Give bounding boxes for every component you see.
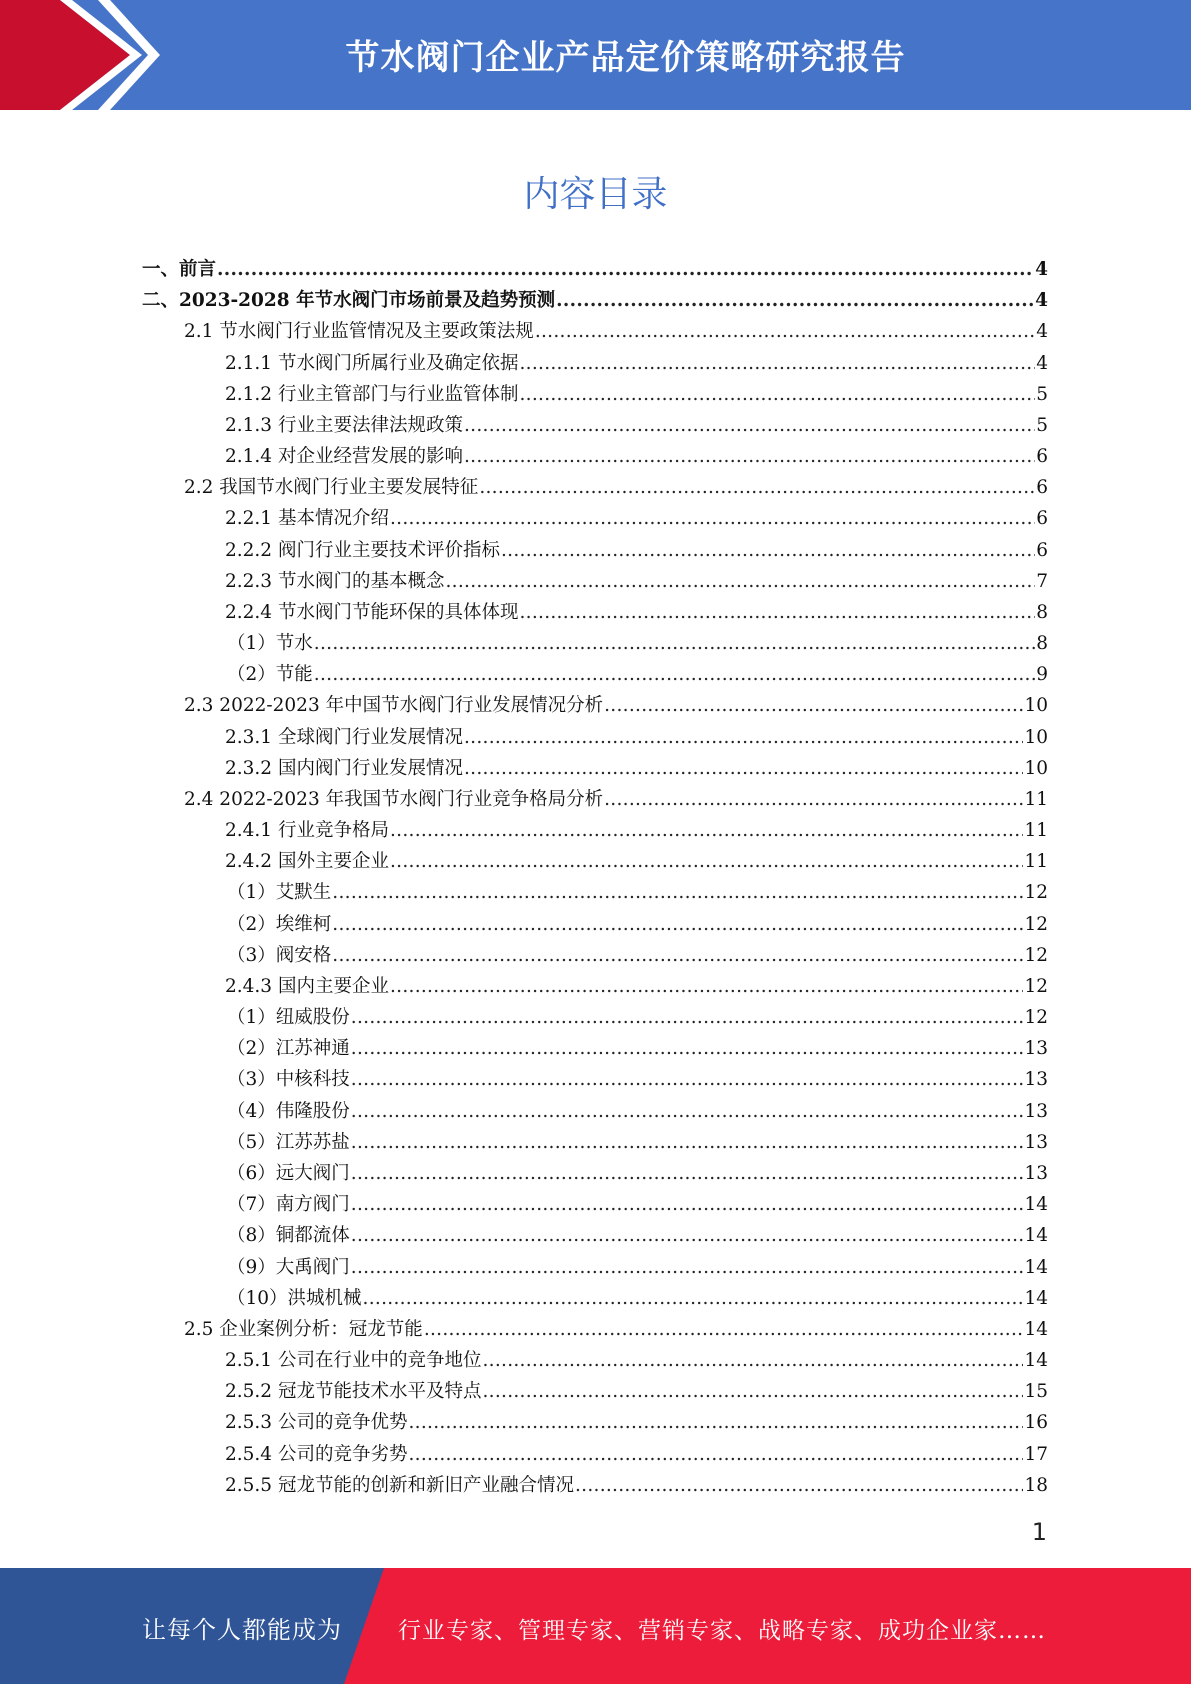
toc-entry[interactable] bbox=[142, 940, 1048, 971]
toc-entry-label: （1）节水 bbox=[227, 633, 313, 655]
toc-entry-page: 9 bbox=[1036, 664, 1048, 686]
toc-dot-leader bbox=[314, 628, 1035, 659]
toc-entry[interactable] bbox=[142, 1127, 1048, 1158]
toc-entry[interactable] bbox=[142, 815, 1048, 846]
toc-entry[interactable] bbox=[142, 285, 1048, 316]
footer-roles: 行业专家、管理专家、营销专家、战略专家、成功企业家…… bbox=[398, 1618, 1046, 1644]
toc-entry-label: 2.3 2022-2023 年中国节水阀门行业发展情况分析 bbox=[184, 695, 604, 717]
toc-dot-leader bbox=[464, 722, 1023, 753]
toc-entry-label: 2.5.4 公司的竞争劣势 bbox=[225, 1443, 408, 1465]
toc-entry-page: 14 bbox=[1024, 1256, 1048, 1278]
toc-entry[interactable] bbox=[142, 1158, 1048, 1189]
toc-entry-label: （7）南方阀门 bbox=[227, 1194, 350, 1216]
toc-entry-page: 14 bbox=[1024, 1225, 1048, 1247]
toc-entry-page: 12 bbox=[1024, 913, 1048, 935]
toc-entry-page: 8 bbox=[1036, 601, 1048, 623]
toc-dot-leader bbox=[556, 285, 1034, 316]
toc-entry-label: 2.4.2 国外主要企业 bbox=[225, 851, 389, 873]
toc-entry[interactable] bbox=[142, 628, 1048, 659]
toc-entry-label: （3）中核科技 bbox=[227, 1069, 350, 1091]
toc-entry-label: （2）江苏神通 bbox=[227, 1038, 350, 1060]
toc-entry-label: 2.5.1 公司在行业中的竞争地位 bbox=[225, 1350, 482, 1372]
toc-entry-page: 18 bbox=[1024, 1474, 1048, 1496]
toc-entry-label: 2.4.1 行业竞争格局 bbox=[225, 820, 389, 842]
toc-entry-label: （8）铜都流体 bbox=[227, 1225, 350, 1247]
toc-entry-label: 2.5.2 冠龙节能技术水平及特点 bbox=[225, 1381, 482, 1403]
toc-dot-leader bbox=[519, 348, 1035, 379]
toc-entry-label: 2.3.2 国内阀门行业发展情况 bbox=[225, 757, 463, 779]
toc-entry[interactable] bbox=[142, 348, 1048, 379]
toc-dot-leader bbox=[351, 1158, 1024, 1189]
toc-dot-leader bbox=[519, 597, 1035, 628]
toc-entry-label: 2.5 企业案例分析：冠龙节能 bbox=[184, 1318, 423, 1340]
toc-dot-leader bbox=[351, 1096, 1024, 1127]
toc-entry[interactable] bbox=[142, 690, 1048, 721]
toc-entry-label: 2.1.3 行业主要法律法规政策 bbox=[225, 414, 463, 436]
toc-dot-leader bbox=[575, 1470, 1023, 1501]
footer-slogan: 让每个人都能成为 bbox=[142, 1616, 342, 1644]
toc-entry-page: 16 bbox=[1024, 1412, 1048, 1434]
toc-dot-leader bbox=[363, 1283, 1024, 1314]
toc-entry-page: 6 bbox=[1036, 477, 1048, 499]
toc-entry[interactable] bbox=[142, 659, 1048, 690]
toc-entry[interactable] bbox=[142, 1407, 1048, 1438]
toc-entry[interactable] bbox=[142, 784, 1048, 815]
toc-entry-page: 12 bbox=[1024, 882, 1048, 904]
toc-entry-page: 6 bbox=[1036, 508, 1048, 530]
toc-dot-leader bbox=[604, 784, 1023, 815]
toc-entry-label: （2）埃维柯 bbox=[227, 913, 332, 935]
toc-entry-label: 二、2023-2028 年节水阀门市场前景及趋势预测 bbox=[142, 290, 556, 312]
toc-entry[interactable] bbox=[142, 566, 1048, 597]
toc-entry[interactable] bbox=[142, 1314, 1048, 1345]
toc-dot-leader bbox=[390, 971, 1023, 1002]
toc-entry-label: （10）洪城机械 bbox=[227, 1287, 362, 1309]
header-arrow-icon bbox=[0, 0, 160, 110]
toc-entry-page: 4 bbox=[1036, 352, 1048, 374]
toc-dot-leader bbox=[408, 1407, 1023, 1438]
toc-entry-page: 5 bbox=[1036, 383, 1048, 405]
toc-entry[interactable] bbox=[142, 472, 1048, 503]
toc-dot-leader bbox=[464, 441, 1035, 472]
toc-entry-label: 2.2.2 阀门行业主要技术评价指标 bbox=[225, 539, 500, 561]
toc-entry-label: （9）大禹阀门 bbox=[227, 1256, 350, 1278]
toc-entry-label: 2.1.1 节水阀门所属行业及确定依据 bbox=[225, 352, 519, 374]
toc-entry-page: 10 bbox=[1024, 757, 1048, 779]
toc-entry-page: 7 bbox=[1036, 570, 1048, 592]
toc-entry-label: 一、前言 bbox=[142, 259, 217, 280]
toc-entry[interactable] bbox=[142, 1345, 1048, 1376]
toc-entry-label: 2.2 我国节水阀门行业主要发展特征 bbox=[184, 477, 479, 499]
toc-entry-page: 4 bbox=[1035, 259, 1048, 280]
toc-dot-leader bbox=[501, 535, 1035, 566]
toc-dot-leader bbox=[445, 566, 1035, 597]
toc-entry-page: 12 bbox=[1024, 944, 1048, 966]
toc-entry[interactable] bbox=[142, 1470, 1048, 1501]
toc-entry[interactable] bbox=[142, 877, 1048, 908]
toc-entry-label: （2）节能 bbox=[227, 664, 313, 686]
toc-entry[interactable] bbox=[142, 1189, 1048, 1220]
toc-entry-page: 13 bbox=[1024, 1131, 1048, 1153]
toc-entry-label: （4）伟隆股份 bbox=[227, 1100, 350, 1122]
toc-dot-leader bbox=[351, 1127, 1024, 1158]
header-bar bbox=[0, 0, 1191, 110]
toc-entry-page: 14 bbox=[1024, 1318, 1048, 1340]
toc-entry[interactable] bbox=[142, 846, 1048, 877]
toc-entry-label: （1）艾默生 bbox=[227, 882, 332, 904]
toc-entry-page: 6 bbox=[1036, 539, 1048, 561]
toc-dot-leader bbox=[351, 1189, 1024, 1220]
toc-dot-leader bbox=[314, 659, 1035, 690]
toc-entry-page: 11 bbox=[1024, 820, 1048, 842]
toc-entry[interactable] bbox=[142, 722, 1048, 753]
toc-entry-page: 12 bbox=[1024, 1007, 1048, 1029]
toc-entry[interactable] bbox=[142, 909, 1048, 940]
toc-entry-page: 14 bbox=[1024, 1194, 1048, 1216]
toc-dot-leader bbox=[519, 379, 1035, 410]
toc-dot-leader bbox=[217, 254, 1034, 285]
toc-entry-label: 2.4.3 国内主要企业 bbox=[225, 975, 389, 997]
toc-entry[interactable] bbox=[142, 1064, 1048, 1095]
toc-title: 内容目录 bbox=[523, 174, 668, 215]
toc-dot-leader bbox=[424, 1314, 1024, 1345]
toc-entry[interactable] bbox=[142, 1002, 1048, 1033]
toc-entry[interactable] bbox=[142, 1033, 1048, 1064]
toc-entry-label: 2.2.3 节水阀门的基本概念 bbox=[225, 570, 445, 592]
toc-entry-page: 13 bbox=[1024, 1069, 1048, 1091]
toc-dot-leader bbox=[464, 753, 1023, 784]
toc-entry-page: 4 bbox=[1035, 290, 1048, 312]
toc-entry[interactable] bbox=[142, 1220, 1048, 1251]
toc-entry-page: 6 bbox=[1036, 446, 1048, 468]
toc-entry-page: 11 bbox=[1024, 788, 1048, 810]
toc-dot-leader bbox=[535, 316, 1035, 347]
toc-dot-leader bbox=[482, 1376, 1023, 1407]
toc-entry[interactable] bbox=[142, 379, 1048, 410]
toc-dot-leader bbox=[351, 1002, 1024, 1033]
toc-entry[interactable] bbox=[142, 535, 1048, 566]
toc-dot-leader bbox=[390, 503, 1035, 534]
toc-entry[interactable] bbox=[142, 441, 1048, 472]
toc-entry-page: 11 bbox=[1024, 851, 1048, 873]
toc-entry[interactable] bbox=[142, 597, 1048, 628]
toc-dot-leader bbox=[479, 472, 1035, 503]
toc-dot-leader bbox=[332, 909, 1023, 940]
toc-entry-label: （3）阀安格 bbox=[227, 944, 332, 966]
toc-entry-label: （5）江苏苏盐 bbox=[227, 1131, 350, 1153]
toc-dot-leader bbox=[604, 690, 1023, 721]
toc-entry-page: 4 bbox=[1036, 321, 1048, 343]
toc-entry-page: 17 bbox=[1024, 1443, 1048, 1465]
toc-entry[interactable] bbox=[142, 1252, 1048, 1283]
toc-entry-page: 12 bbox=[1024, 975, 1048, 997]
toc-entry-page: 10 bbox=[1024, 695, 1048, 717]
toc-entry-page: 13 bbox=[1024, 1038, 1048, 1060]
toc-entry-page: 10 bbox=[1024, 726, 1048, 748]
toc-dot-leader bbox=[351, 1220, 1024, 1251]
toc-entry[interactable] bbox=[142, 1096, 1048, 1127]
toc-entry-label: 2.2.1 基本情况介绍 bbox=[225, 508, 389, 530]
toc-entry-label: 2.3.1 全球阀门行业发展情况 bbox=[225, 726, 463, 748]
toc-dot-leader bbox=[351, 1033, 1024, 1064]
report-title: 节水阀门企业产品定价策略研究报告 bbox=[345, 38, 906, 78]
toc-dot-leader bbox=[464, 410, 1035, 441]
toc-dot-leader bbox=[351, 1252, 1024, 1283]
toc-entry-page: 13 bbox=[1024, 1162, 1048, 1184]
toc-entry[interactable] bbox=[142, 316, 1048, 347]
toc-entry-label: 2.1 节水阀门行业监管情况及主要政策法规 bbox=[184, 321, 534, 343]
toc-entry[interactable] bbox=[142, 1439, 1048, 1470]
toc-entry-page: 13 bbox=[1024, 1100, 1048, 1122]
toc-entry-page: 15 bbox=[1024, 1381, 1048, 1403]
toc-entry-label: 2.1.4 对企业经营发展的影响 bbox=[225, 446, 463, 468]
toc-dot-leader bbox=[332, 940, 1023, 971]
toc-entry[interactable] bbox=[142, 1376, 1048, 1407]
toc-entry[interactable] bbox=[142, 1283, 1048, 1314]
toc-entry-label: 2.1.2 行业主管部门与行业监管体制 bbox=[225, 383, 519, 405]
page-number: 1 bbox=[1031, 1518, 1047, 1546]
toc-entry-label: 2.5.5 冠龙节能的创新和新旧产业融合情况 bbox=[225, 1474, 574, 1496]
toc-dot-leader bbox=[390, 815, 1023, 846]
toc-entry-page: 14 bbox=[1024, 1287, 1048, 1309]
toc-entry-page: 14 bbox=[1024, 1350, 1048, 1372]
toc-dot-leader bbox=[332, 877, 1023, 908]
toc-dot-leader bbox=[482, 1345, 1023, 1376]
toc-entry-page: 8 bbox=[1036, 633, 1048, 655]
toc-entry[interactable] bbox=[142, 254, 1048, 285]
toc-dot-leader bbox=[408, 1439, 1023, 1470]
toc-entry-label: （6）远大阀门 bbox=[227, 1162, 350, 1184]
toc-entry[interactable] bbox=[142, 410, 1048, 441]
toc-entry-label: 2.4 2022-2023 年我国节水阀门行业竞争格局分析 bbox=[184, 788, 604, 810]
toc-entry-page: 5 bbox=[1036, 414, 1048, 436]
toc-dot-leader bbox=[351, 1064, 1024, 1095]
toc-entry-label: 2.2.4 节水阀门节能环保的具体体现 bbox=[225, 601, 519, 623]
toc-entry[interactable] bbox=[142, 503, 1048, 534]
toc-dot-leader bbox=[390, 846, 1023, 877]
toc-entry-label: （1）纽威股份 bbox=[227, 1007, 350, 1029]
toc-entry[interactable] bbox=[142, 971, 1048, 1002]
toc-list bbox=[142, 254, 1048, 1501]
toc-entry-label: 2.5.3 公司的竞争优势 bbox=[225, 1412, 408, 1434]
toc-entry[interactable] bbox=[142, 753, 1048, 784]
